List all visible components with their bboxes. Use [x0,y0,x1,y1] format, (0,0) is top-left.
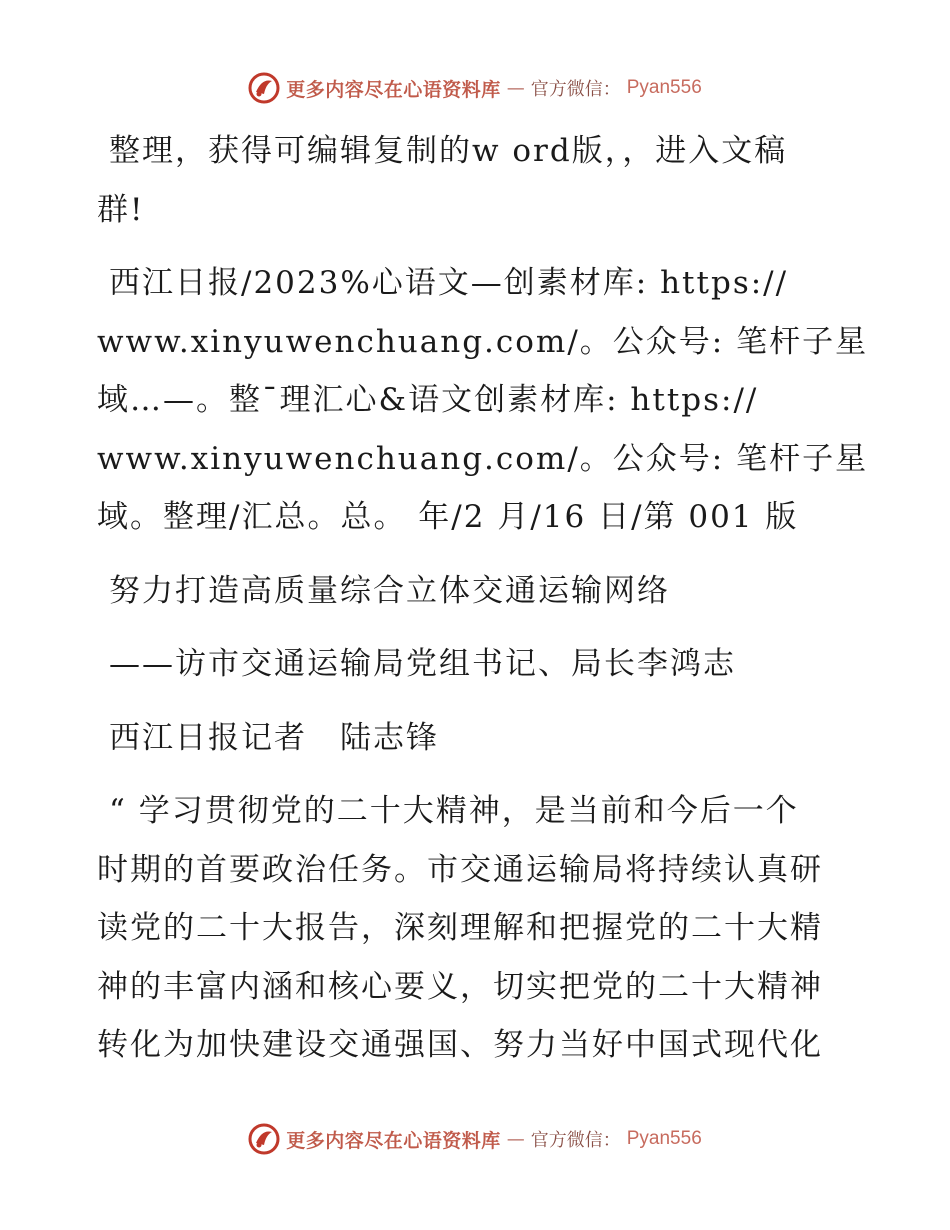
banner-wechat-id: Pyan556 [626,1128,702,1149]
text-line: 整理，获得可编辑复制的w ord版，，进入文稿 [109,133,788,169]
document-body [97,122,869,1090]
red-circular-emblem-icon [248,72,280,104]
source-paragraph [97,254,869,547]
article-byline: 西江日报记者 陆志锋 [109,719,439,756]
text-line: 读党的二十大报告，深刻理解和把握党的二十大精 [97,910,823,946]
article-subtitle: ——访市交通运输局党组书记、局长李鸿志 [109,646,736,682]
text-line: “ 学习贯彻党的二十大精神，是当前和今后一个 [109,793,799,829]
footer-banner [0,1123,950,1155]
header-banner [0,72,950,104]
text-line: 域。整理/汇总。总。 年/2 月/16 日/第 001 版 [97,499,799,535]
text-line: www.xinyuwenchuang.com/。公众号: 笔杆子星 [97,440,869,477]
intro-paragraph [97,122,857,239]
red-circular-emblem-icon [248,1123,280,1155]
article-title: 努力打造高质量综合立体交通运输网络 [109,572,670,609]
banner-separator: — [506,77,525,99]
banner-text: 更多内容尽在心语资料库 [286,78,501,101]
banner-wechat-id: Pyan556 [626,77,702,98]
text-line: 时期的首要政治任务。市交通运输局将持续认真研 [97,851,823,888]
banner-official-label: 官方微信： [530,1130,621,1151]
text-line: 西江日报/2023%心语文—创素材库: https:// [109,265,789,301]
banner-official-label: 官方微信： [530,79,621,100]
banner-separator: — [506,1128,525,1150]
article-body-paragraph [97,782,857,1075]
text-line: 域…—。整¯理汇心&语文创素材库: https:// [97,382,759,418]
text-line: 转化为加快建设交通强国、努力当好中国式现代化 [97,1027,823,1063]
text-line: www.xinyuwenchuang.com/。公众号: 笔杆子星 [97,323,869,360]
banner-text: 更多内容尽在心语资料库 [286,1129,501,1152]
text-line: 神的丰富内涵和核心要义，切实把党的二十大精神 [97,968,823,1005]
text-line: 群! [97,191,145,228]
